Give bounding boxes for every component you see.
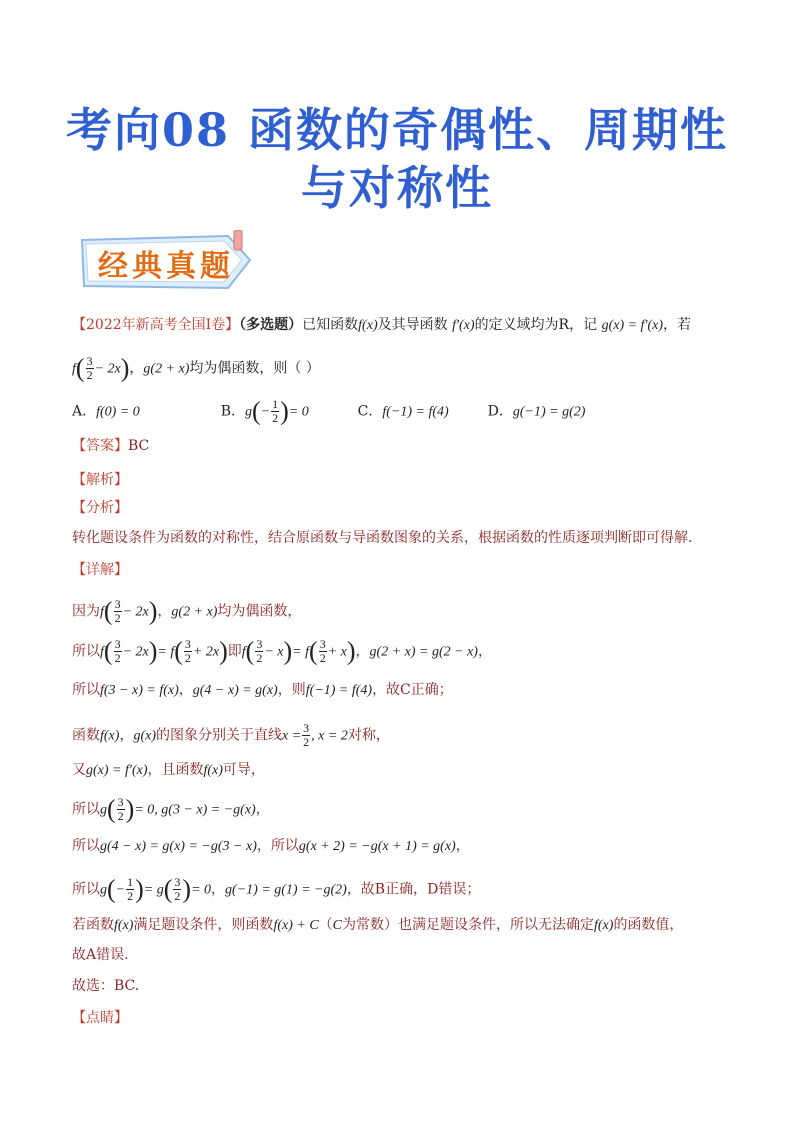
page-title-line1: 考向08 函数的奇偶性、周期性 xyxy=(65,103,729,157)
analysis-label-text: 【解析】 xyxy=(72,472,128,488)
detail-text: 因为 xyxy=(72,603,100,620)
detail-text: 满足题设条件，则函数 xyxy=(133,917,274,933)
detail-text: 函数 xyxy=(72,727,100,744)
dianjing-label xyxy=(72,1008,128,1028)
problem-line-2: f( $\frac{3}{2}$ − 2x)，g(2 + x)均为偶函数，则（ ） xyxy=(72,353,320,383)
detail-label xyxy=(72,560,128,580)
detail-text: ，且函数 xyxy=(147,762,204,778)
detail-text: （ xyxy=(318,917,333,933)
detail-text: 的图象分别关于直线 xyxy=(155,727,282,744)
detail-text: ，故B正确，D错误； xyxy=(346,881,481,898)
problem-stem: 及其导函数 xyxy=(377,317,448,333)
analysis-label xyxy=(72,470,128,490)
detail-text: ，则 xyxy=(277,682,306,698)
detail-line-11: 故选：BC. xyxy=(72,978,140,994)
fenxi-label-text: 【分析】 xyxy=(72,500,128,516)
detail-text: 所以 xyxy=(72,643,100,660)
option-b-label: B． xyxy=(220,403,245,420)
problem-line-1: 【2022年新高考全国I卷】（多选题）已知函数f(x)及其导函数 f′(x)的定义域均为R，记 g(x) = f′(x)，若 xyxy=(72,317,692,333)
detail-text: 均为偶函数， xyxy=(217,603,302,620)
problem-stem: 均为偶函数，则（ ） xyxy=(189,360,320,377)
problem-stem: 的定义域均为R，记 xyxy=(474,317,598,333)
detail-line-2: 所以f( $\frac{3}{2}$ − 2x)= f( $\frac{3}{2}$ + 2x)即f( $\frac{3}{2}$ − x)= f( $\frac{3}{2}$ + x)，g(2 + x) = g(2 − x)， xyxy=(72,636,492,666)
detail-text: 可导， xyxy=(222,762,265,778)
detail-line-4: 函数f(x)，g(x)的图象分别关于直线x = $\frac{3}{2}$ , x = 2对称， xyxy=(72,721,390,749)
option-d-label: D． xyxy=(487,403,513,420)
detail-text: 为常数）也满足题设条件，所以无法确定 xyxy=(342,917,594,933)
problem-source: 【2022年新高考全国I卷】 xyxy=(72,317,240,333)
detail-text: 的函数值， xyxy=(613,917,684,933)
problem-type: （多选题） xyxy=(239,317,303,333)
detail-text: 所以 xyxy=(72,682,100,698)
section-banner xyxy=(78,230,256,292)
detail-text: 对称， xyxy=(347,727,390,744)
detail-line-5: 又g(x) = f′(x)，且函数f(x)可导， xyxy=(72,762,265,778)
detail-line-3: 所以f(3 − x) = f(x)，g(4 − x) = g(x)，则f(−1) = f(4)，故C正确； xyxy=(72,682,453,698)
problem-stem: ，若 xyxy=(663,317,692,333)
detail-text: 又 xyxy=(72,762,86,778)
problem-stem: 已知函数 xyxy=(302,317,359,333)
detail-line-10: 故A错误. xyxy=(72,947,129,963)
option-c-label: C． xyxy=(357,403,383,420)
fenxi-label xyxy=(72,498,128,518)
detail-line-6: 所以g( $\frac{3}{2}$ )= 0, g(3 − x) = −g(x)， xyxy=(72,794,270,824)
detail-text: ，所以 xyxy=(256,838,299,854)
answer-value: BC xyxy=(128,438,150,454)
page-title-line2: 与对称性 xyxy=(301,161,493,215)
options-row: A．f(0) = 0 B．g(− $\frac{1}{2}$ )= 0 C．f(−1) = f(4) D．g(−1) = g(2) xyxy=(72,396,586,426)
detail-text: 所以 xyxy=(72,801,100,818)
detail-label-text: 【详解】 xyxy=(72,562,128,578)
banner-label: 经典真题 xyxy=(98,249,234,284)
detail-line-9: 若函数f(x)满足题设条件，则函数f(x) + C（C为常数）也满足题设条件，所以无法确定f(x)的函数值， xyxy=(72,917,684,933)
fenxi-text: 转化题设条件为函数的对称性，结合原函数与导函数图象的关系，根据函数的性质逐项判断即可得解. xyxy=(72,530,693,546)
detail-line-1: 因为f( $\frac{3}{2}$ − 2x)，g(2 + x)均为偶函数， xyxy=(72,596,302,626)
detail-line-8: 所以g(− $\frac{1}{2}$ )= g( $\frac{3}{2}$ )= 0，g(−1) = g(1) = −g(2)，故B正确，D错误； xyxy=(72,874,481,904)
detail-text: ，故C正确； xyxy=(372,682,453,698)
detail-text: 若函数 xyxy=(72,917,114,933)
option-a-label: A． xyxy=(72,403,97,420)
dianjing-label-text: 【点睛】 xyxy=(72,1010,128,1026)
answer-line xyxy=(72,436,149,456)
detail-line-7: 所以g(4 − x) = g(x) = −g(3 − x)，所以g(x + 2) = −g(x + 1) = g(x)， xyxy=(72,838,470,854)
detail-text: 所以 xyxy=(72,838,100,854)
detail-text: 所以 xyxy=(72,881,100,898)
detail-text: 即 xyxy=(227,643,242,660)
answer-label: 【答案】 xyxy=(72,438,128,454)
